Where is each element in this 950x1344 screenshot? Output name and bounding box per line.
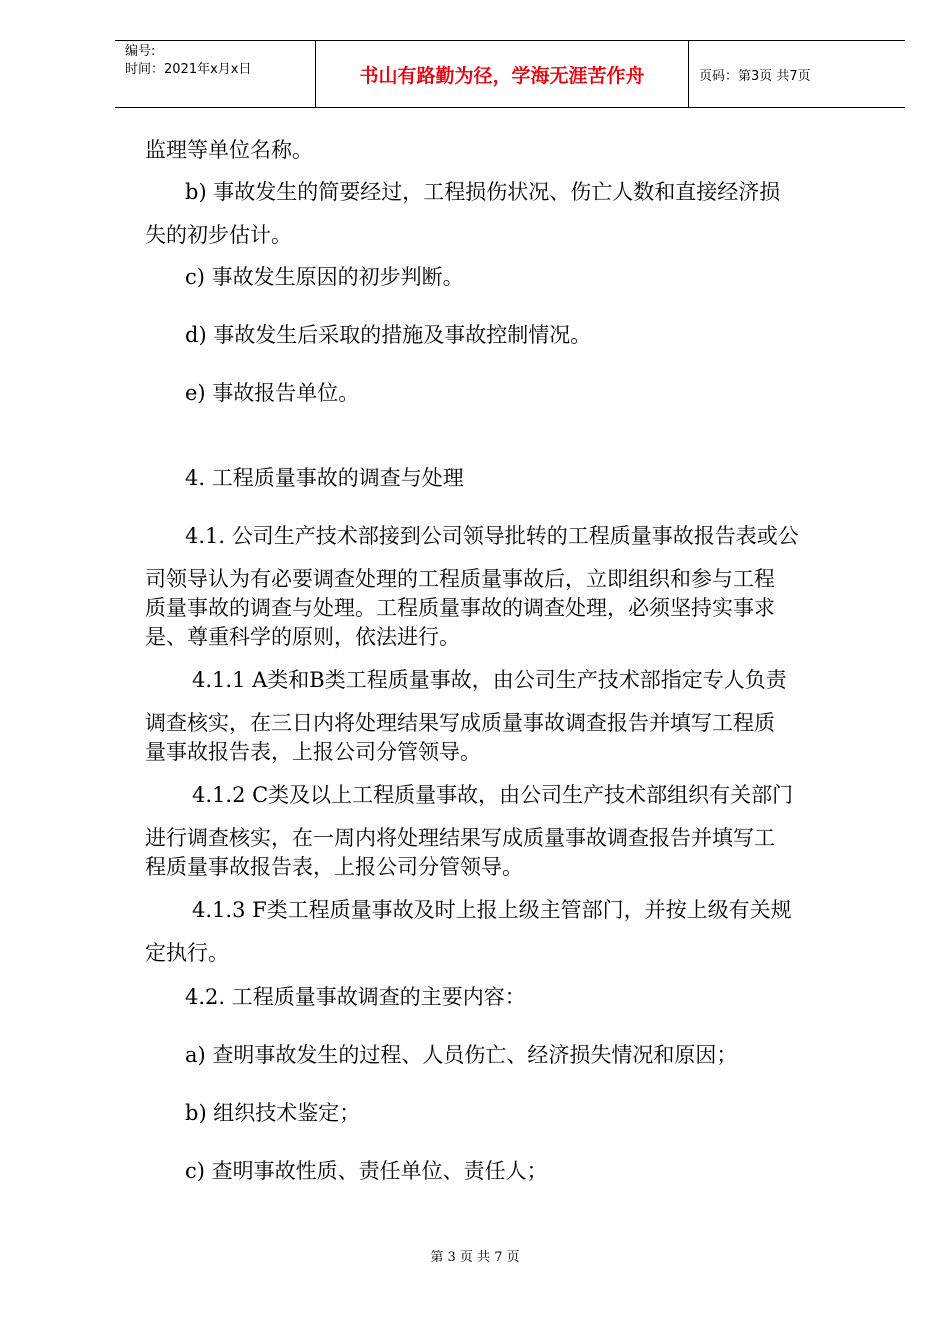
body-line: d) 事故发生后采取的措施及事故控制情况。 xyxy=(185,323,592,347)
body-line: e) 事故报告单位。 xyxy=(185,381,360,405)
page-footer: 第 3 页 共 7 页 xyxy=(430,1250,520,1265)
page-header xyxy=(115,40,905,108)
body-line: 质量事故的调查与处理。工程质量事故的调查处理，必须坚持实事求 xyxy=(145,596,775,620)
document-number-label: 编号: xyxy=(125,44,156,59)
body-line: 司领导认为有必要调查处理的工程质量事故后，立即组织和参与工程 xyxy=(145,567,775,591)
body-line: 调查核实，在三日内将处理结果写成质量事故调查报告并填写工程质 xyxy=(145,711,775,735)
header-motto: 书山有路勤为径，学海无涯苦作舟 xyxy=(315,41,689,107)
body-line: 量事故报告表，上报公司分管领导。 xyxy=(145,740,481,764)
header-page-info: 页码：第3页 共7页 xyxy=(699,68,811,84)
body-line: c) 查明事故性质、责任单位、责任人； xyxy=(185,1159,548,1183)
body-line: 4.1.2 C类及以上工程质量事故，由公司生产技术部组织有关部门 xyxy=(192,783,794,807)
section-heading: 4.2. 工程质量事故调查的主要内容： xyxy=(185,985,526,1009)
document-time-label: 时间：2021年x月x日 xyxy=(125,62,252,77)
body-line: c) 事故发生原因的初步判断。 xyxy=(185,265,464,289)
body-line: 4.1.1 A类和B类工程质量事故，由公司生产技术部指定专人负责 xyxy=(192,668,787,692)
body-line: 定执行。 xyxy=(145,941,229,965)
body-line: a) 查明事故发生的过程、人员伤亡、经济损失情况和原因； xyxy=(185,1043,738,1067)
body-line: 监理等单位名称。 xyxy=(145,138,313,162)
section-heading: 4. 工程质量事故的调查与处理 xyxy=(185,466,464,490)
body-line: 4.1.3 F类工程质量事故及时上报上级主管部门，并按上级有关规 xyxy=(192,898,792,922)
header-meta xyxy=(115,41,315,107)
body-line: 失的初步估计。 xyxy=(145,223,292,247)
body-line: 程质量事故报告表，上报公司分管领导。 xyxy=(145,855,523,879)
body-line: 进行调查核实，在一周内将处理结果写成质量事故调查报告并填写工 xyxy=(145,826,775,850)
body-line: 4.1. 公司生产技术部接到公司领导批转的工程质量事故报告表或公 xyxy=(185,524,799,548)
body-line: b) 组织技术鉴定； xyxy=(185,1101,361,1125)
body-line: b) 事故发生的简要经过，工程损伤状况、伤亡人数和直接经济损 xyxy=(185,180,781,204)
body-line: 是、尊重科学的原则，依法进行。 xyxy=(145,625,460,649)
